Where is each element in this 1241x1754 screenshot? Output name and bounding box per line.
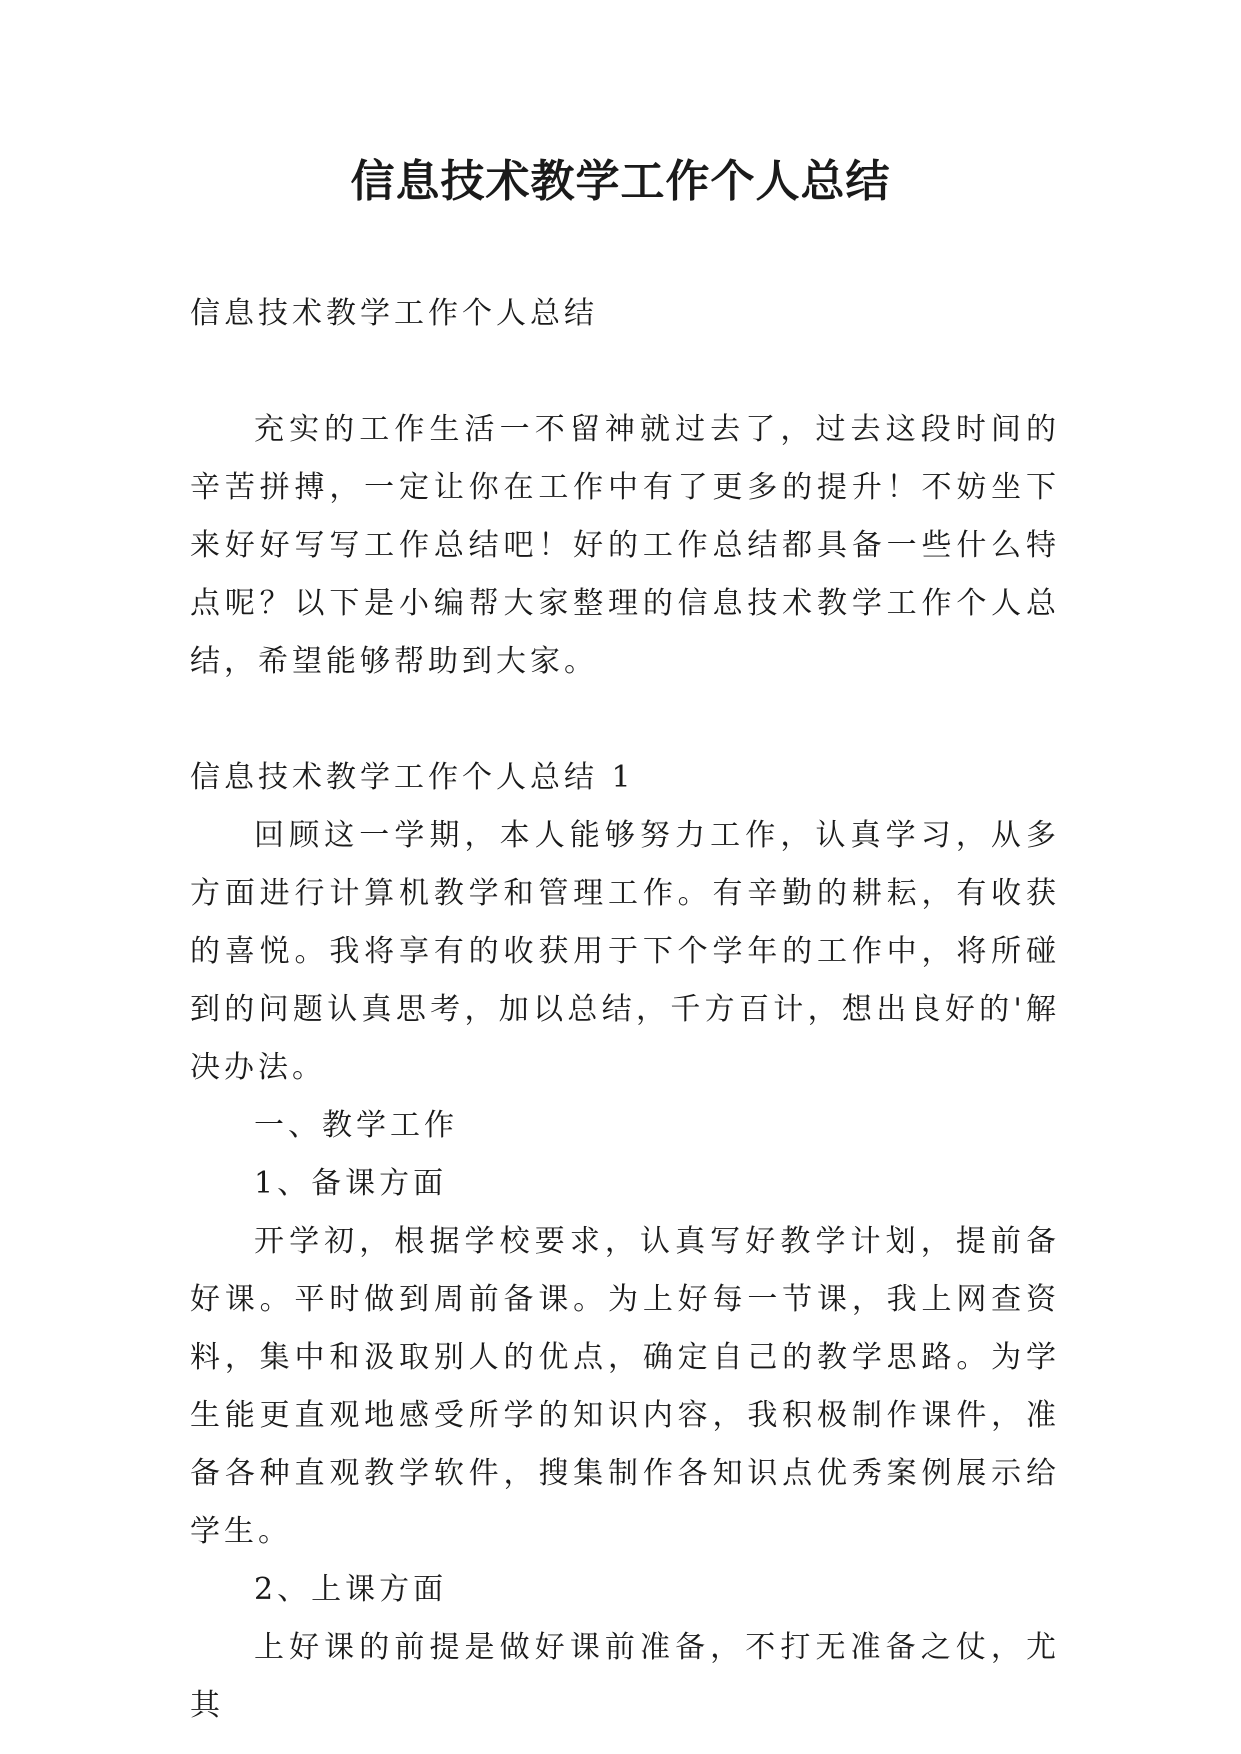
intro-paragraph: 充实的工作生活一不留神就过去了，过去这段时间的辛苦拼搏，一定让你在工作中有了更多的提升！不妨坐下来好好写写工作总结吧！好的工作总结都具备一些什么特点呢？以下是小编帮大家整理的信息技术教学工作个人总结，希望能够帮助到大家。	[190, 412, 1060, 679]
document-body	[190, 285, 1060, 1735]
document-subtitle: 信息技术教学工作个人总结	[190, 296, 598, 331]
section-paragraph: 回顾这一学期，本人能够努力工作，认真学习，从多方面进行计算机教学和管理工作。有辛勤的耕耘，有收获的喜悦。我将享有的收获用于下个学年的工作中，将所碰到的问题认真思考，加以总结，千方百计，想出良好的'解决办法。	[190, 818, 1060, 1085]
heading-teaching: 一、教学工作	[254, 1108, 458, 1143]
document-title: 信息技术教学工作个人总结	[350, 156, 891, 207]
heading-class: 2、上课方面	[254, 1572, 448, 1607]
section-title: 信息技术教学工作个人总结 1	[190, 760, 635, 795]
class-paragraph: 上好课的前提是做好课前准备，不打无准备之仗，尤其	[190, 1630, 1060, 1723]
heading-prep: 1、备课方面	[254, 1166, 448, 1201]
prep-paragraph: 开学初，根据学校要求，认真写好教学计划，提前备好课。平时做到周前备课。为上好每一节课，我上网查资料，集中和汲取别人的优点，确定自己的教学思路。为学生能更直观地感受所学的知识内容，我积极制作课件，准备各种直观教学软件，搜集制作各知识点优秀案例展示给学生。	[190, 1224, 1060, 1549]
blank-line	[190, 691, 1060, 749]
blank-line	[190, 343, 1060, 401]
